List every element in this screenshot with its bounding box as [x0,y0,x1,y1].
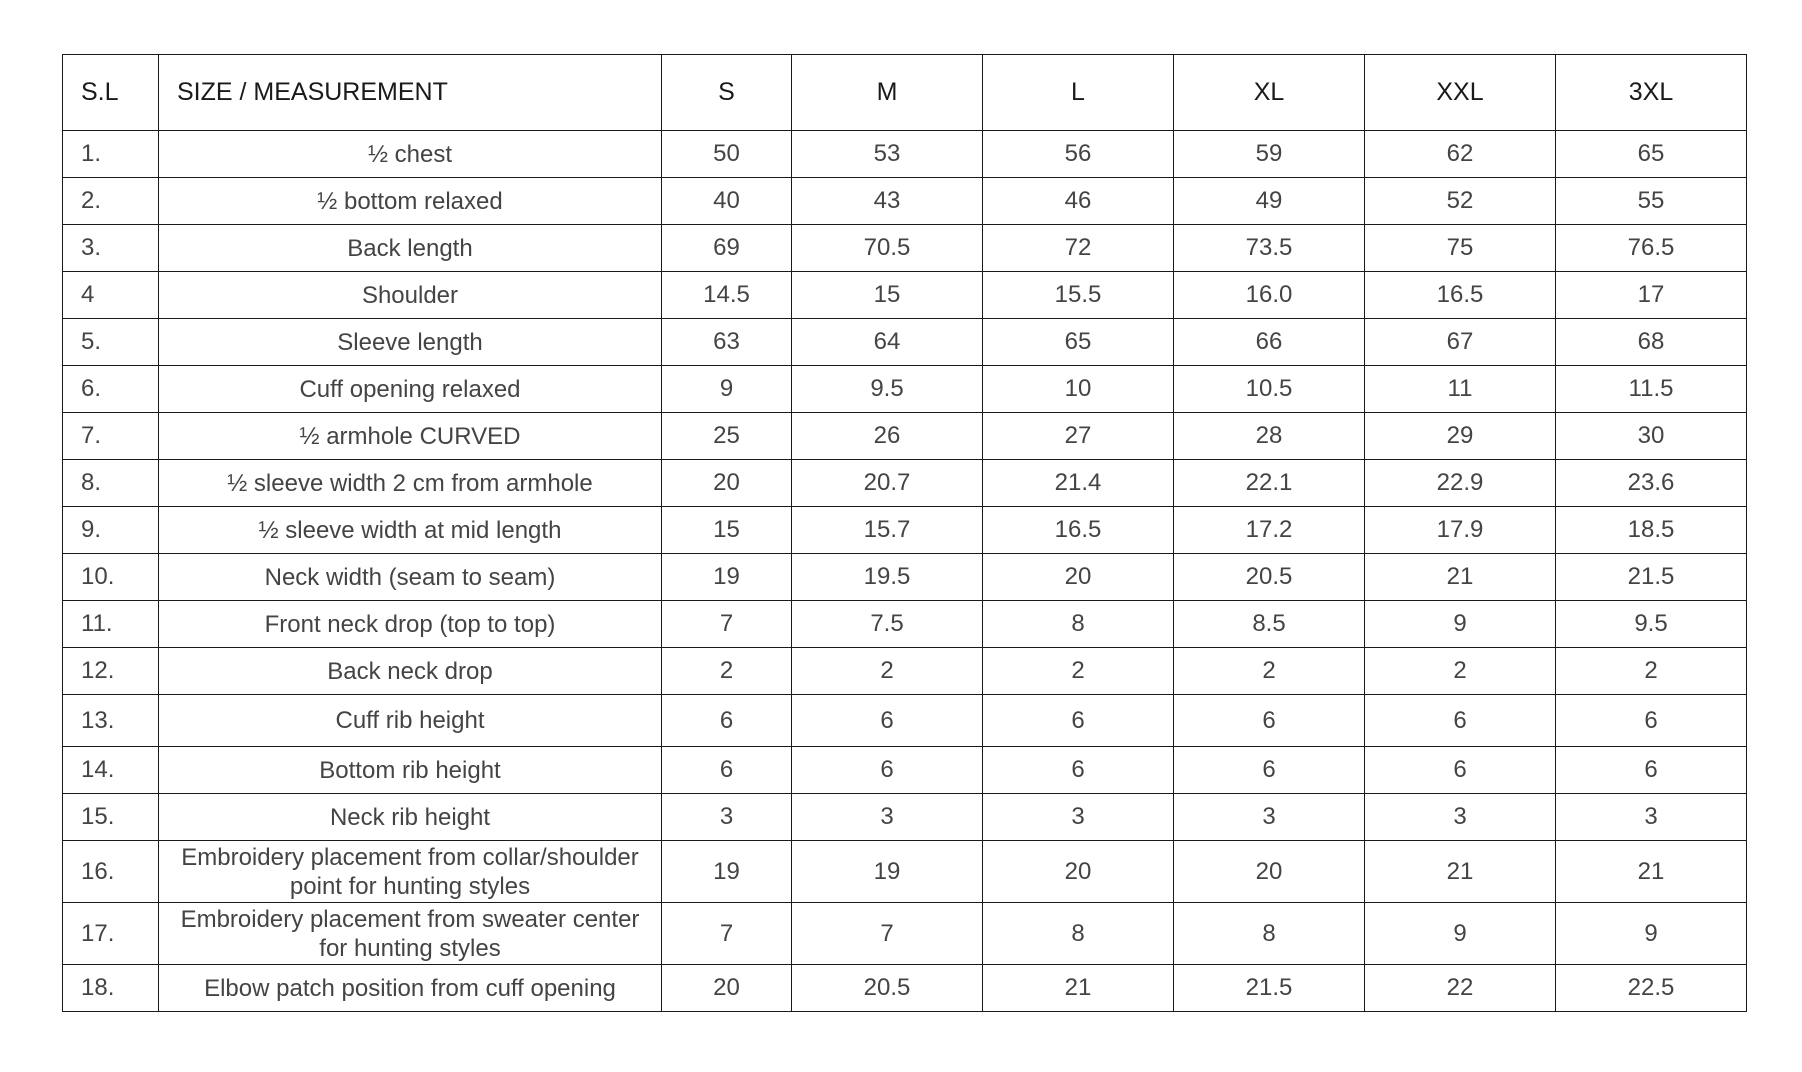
cell-measurement: Front neck drop (top to top) [159,601,662,648]
cell-size-xl: 28 [1174,413,1365,460]
cell-size-l: 3 [983,794,1174,841]
cell-size-m: 15.7 [792,507,983,554]
cell-sl: 8. [63,460,159,507]
cell-sl: 5. [63,319,159,366]
cell-size-3xl: 2 [1556,648,1747,695]
cell-size-l: 10 [983,366,1174,413]
cell-size-m: 6 [792,747,983,794]
cell-size-s: 15 [662,507,792,554]
cell-size-xl: 49 [1174,178,1365,225]
cell-measurement: Neck rib height [159,794,662,841]
header-size-measurement: SIZE / MEASUREMENT [159,55,662,131]
cell-size-s: 50 [662,131,792,178]
cell-size-m: 64 [792,319,983,366]
cell-sl: 6. [63,366,159,413]
cell-size-s: 6 [662,695,792,747]
cell-size-l: 16.5 [983,507,1174,554]
table-row [63,965,1747,1012]
cell-size-3xl: 21.5 [1556,554,1747,601]
table-row [63,747,1747,794]
cell-size-xxl: 9 [1365,601,1556,648]
table-row [63,794,1747,841]
cell-size-3xl: 11.5 [1556,366,1747,413]
cell-size-3xl: 21 [1556,841,1747,903]
cell-size-3xl: 6 [1556,695,1747,747]
cell-size-m: 53 [792,131,983,178]
cell-size-xl: 73.5 [1174,225,1365,272]
cell-size-l: 20 [983,841,1174,903]
cell-size-s: 7 [662,601,792,648]
cell-measurement: Cuff opening relaxed [159,366,662,413]
cell-size-l: 72 [983,225,1174,272]
cell-size-xxl: 9 [1365,903,1556,965]
cell-size-xl: 59 [1174,131,1365,178]
cell-size-3xl: 55 [1556,178,1747,225]
cell-size-l: 27 [983,413,1174,460]
cell-size-s: 9 [662,366,792,413]
cell-size-xxl: 11 [1365,366,1556,413]
cell-size-xl: 8.5 [1174,601,1365,648]
cell-measurement: ½ chest [159,131,662,178]
cell-size-xl: 21.5 [1174,965,1365,1012]
cell-size-3xl: 6 [1556,747,1747,794]
header-size-s: S [662,55,792,131]
cell-size-l: 21 [983,965,1174,1012]
cell-sl: 16. [63,841,159,903]
cell-measurement: Cuff rib height [159,695,662,747]
cell-measurement: Sleeve length [159,319,662,366]
table-row [63,319,1747,366]
table-row [63,225,1747,272]
table-row [63,648,1747,695]
cell-size-xxl: 29 [1365,413,1556,460]
cell-size-3xl: 3 [1556,794,1747,841]
cell-size-m: 20.5 [792,965,983,1012]
cell-size-xl: 16.0 [1174,272,1365,319]
cell-measurement: Elbow patch position from cuff opening [159,965,662,1012]
cell-size-l: 65 [983,319,1174,366]
cell-size-l: 46 [983,178,1174,225]
cell-size-l: 20 [983,554,1174,601]
cell-size-xxl: 16.5 [1365,272,1556,319]
cell-measurement: ½ sleeve width 2 cm from armhole [159,460,662,507]
cell-sl: 2. [63,178,159,225]
cell-size-xl: 6 [1174,747,1365,794]
cell-size-l: 15.5 [983,272,1174,319]
cell-sl: 18. [63,965,159,1012]
cell-measurement: Embroidery placement from sweater center for hunting styles [159,903,662,965]
cell-size-xxl: 2 [1365,648,1556,695]
cell-size-xl: 10.5 [1174,366,1365,413]
cell-size-l: 56 [983,131,1174,178]
cell-sl: 11. [63,601,159,648]
cell-size-l: 2 [983,648,1174,695]
cell-size-s: 63 [662,319,792,366]
cell-sl: 7. [63,413,159,460]
cell-size-3xl: 76.5 [1556,225,1747,272]
cell-size-xxl: 22 [1365,965,1556,1012]
cell-size-m: 19.5 [792,554,983,601]
cell-size-3xl: 9 [1556,903,1747,965]
cell-size-l: 6 [983,747,1174,794]
table-body [63,131,1747,1012]
cell-measurement: Shoulder [159,272,662,319]
cell-sl: 14. [63,747,159,794]
table-header-row [63,55,1747,131]
table-row [63,903,1747,965]
cell-size-xxl: 62 [1365,131,1556,178]
table-row [63,601,1747,648]
cell-measurement: Neck width (seam to seam) [159,554,662,601]
table-row [63,413,1747,460]
cell-sl: 4 [63,272,159,319]
cell-size-xxl: 21 [1365,554,1556,601]
cell-size-s: 7 [662,903,792,965]
cell-size-xxl: 67 [1365,319,1556,366]
cell-size-s: 25 [662,413,792,460]
header-size-m: M [792,55,983,131]
cell-size-m: 2 [792,648,983,695]
cell-measurement: Back length [159,225,662,272]
cell-sl: 1. [63,131,159,178]
cell-size-m: 3 [792,794,983,841]
cell-size-m: 43 [792,178,983,225]
table-row [63,695,1747,747]
cell-size-3xl: 17 [1556,272,1747,319]
header-size-xxl: XXL [1365,55,1556,131]
table-row [63,366,1747,413]
cell-size-s: 14.5 [662,272,792,319]
cell-size-m: 20.7 [792,460,983,507]
cell-measurement: Back neck drop [159,648,662,695]
cell-size-s: 19 [662,841,792,903]
cell-measurement: ½ sleeve width at mid length [159,507,662,554]
cell-size-s: 20 [662,460,792,507]
cell-size-xxl: 52 [1365,178,1556,225]
cell-size-xxl: 6 [1365,747,1556,794]
cell-sl: 15. [63,794,159,841]
cell-size-3xl: 9.5 [1556,601,1747,648]
cell-measurement: Embroidery placement from collar/shoulder point for hunting styles [159,841,662,903]
cell-size-xxl: 6 [1365,695,1556,747]
cell-size-s: 19 [662,554,792,601]
cell-size-s: 6 [662,747,792,794]
cell-size-m: 26 [792,413,983,460]
cell-size-3xl: 23.6 [1556,460,1747,507]
table-row [63,554,1747,601]
cell-size-s: 40 [662,178,792,225]
cell-size-3xl: 18.5 [1556,507,1747,554]
table-row [63,272,1747,319]
table-row [63,507,1747,554]
table-row [63,460,1747,507]
cell-size-xxl: 75 [1365,225,1556,272]
table-row [63,178,1747,225]
cell-size-m: 70.5 [792,225,983,272]
cell-size-l: 8 [983,903,1174,965]
cell-sl: 13. [63,695,159,747]
cell-sl: 10. [63,554,159,601]
cell-sl: 3. [63,225,159,272]
cell-size-m: 7.5 [792,601,983,648]
cell-size-3xl: 22.5 [1556,965,1747,1012]
cell-size-xl: 66 [1174,319,1365,366]
table-row [63,841,1747,903]
cell-size-m: 19 [792,841,983,903]
cell-size-xxl: 21 [1365,841,1556,903]
cell-size-m: 6 [792,695,983,747]
cell-size-l: 6 [983,695,1174,747]
header-size-xl: XL [1174,55,1365,131]
cell-size-xxl: 22.9 [1365,460,1556,507]
cell-size-xxl: 3 [1365,794,1556,841]
header-size-l: L [983,55,1174,131]
cell-sl: 12. [63,648,159,695]
cell-size-xl: 17.2 [1174,507,1365,554]
cell-size-s: 69 [662,225,792,272]
cell-size-l: 21.4 [983,460,1174,507]
cell-size-s: 2 [662,648,792,695]
cell-size-xl: 22.1 [1174,460,1365,507]
cell-size-3xl: 68 [1556,319,1747,366]
cell-sl: 9. [63,507,159,554]
cell-size-xl: 3 [1174,794,1365,841]
cell-size-l: 8 [983,601,1174,648]
cell-sl: 17. [63,903,159,965]
cell-size-s: 3 [662,794,792,841]
cell-size-3xl: 65 [1556,131,1747,178]
cell-size-s: 20 [662,965,792,1012]
header-sl: S.L [63,55,159,131]
header-size-3xl: 3XL [1556,55,1747,131]
size-measurement-table [62,54,1747,1012]
table-row [63,131,1747,178]
cell-size-xl: 20.5 [1174,554,1365,601]
cell-size-xl: 8 [1174,903,1365,965]
cell-size-xl: 2 [1174,648,1365,695]
cell-size-xxl: 17.9 [1365,507,1556,554]
cell-measurement: ½ armhole CURVED [159,413,662,460]
cell-size-3xl: 30 [1556,413,1747,460]
cell-size-m: 7 [792,903,983,965]
cell-measurement: ½ bottom relaxed [159,178,662,225]
cell-size-m: 15 [792,272,983,319]
cell-size-m: 9.5 [792,366,983,413]
cell-size-xl: 20 [1174,841,1365,903]
cell-size-xl: 6 [1174,695,1365,747]
cell-measurement: Bottom rib height [159,747,662,794]
